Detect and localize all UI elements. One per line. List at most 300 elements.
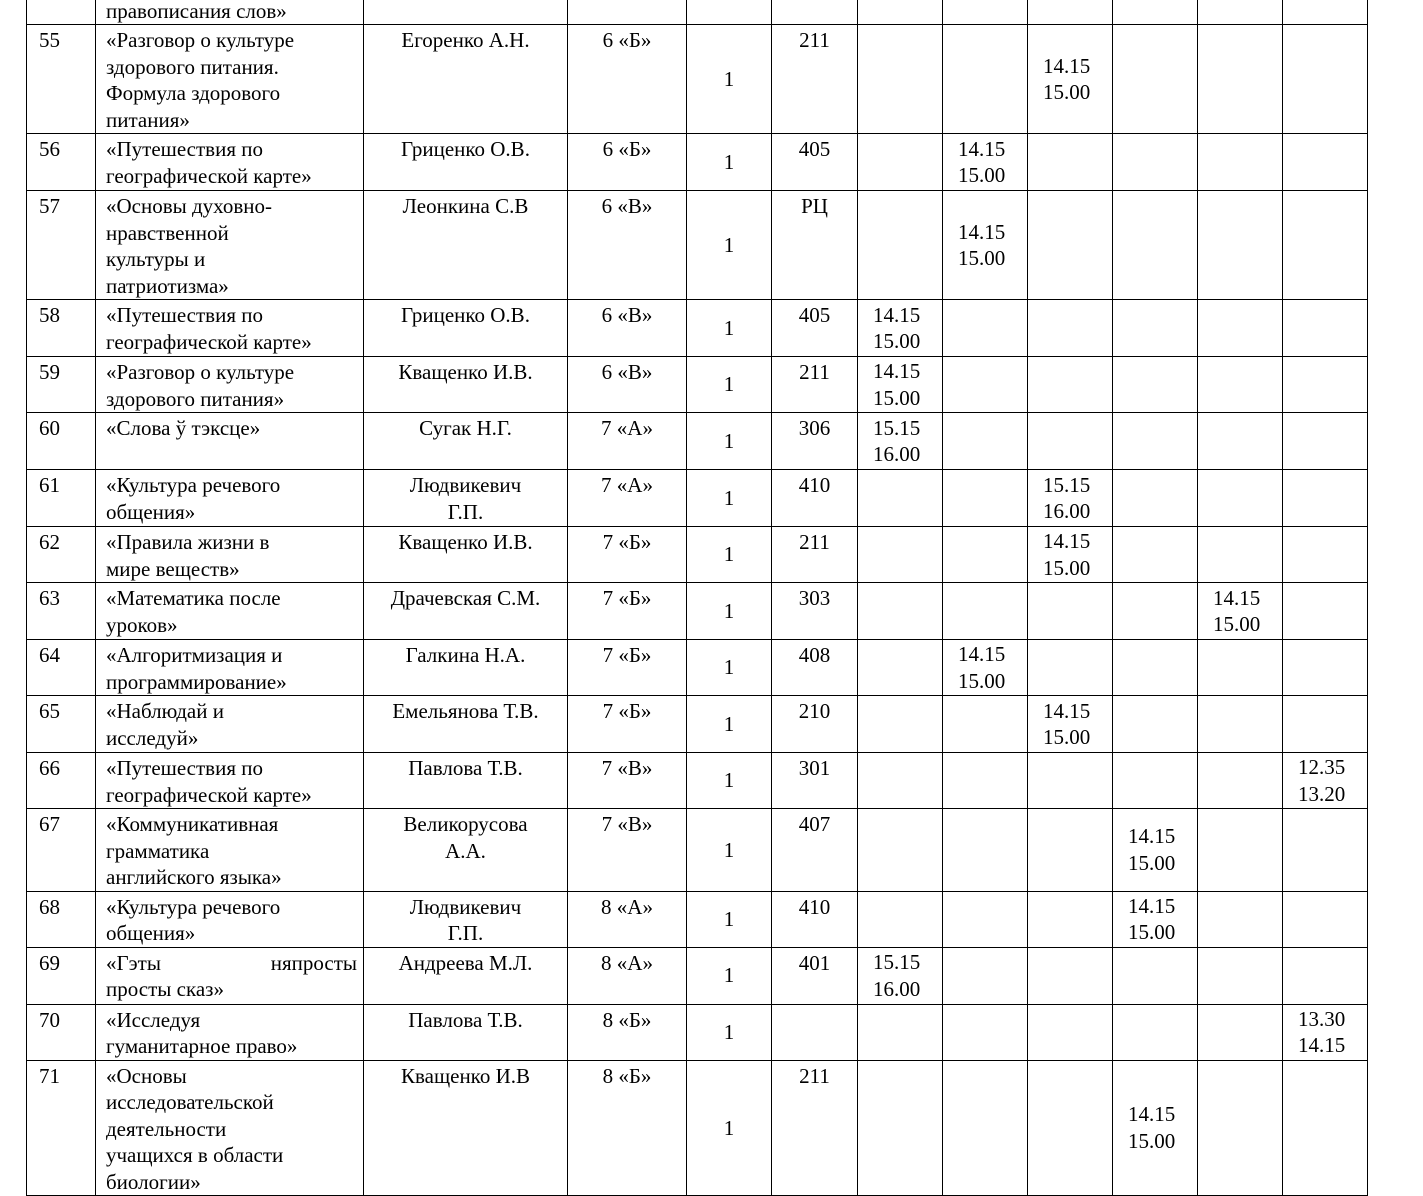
activity-name-line: Формула здорового [106, 81, 281, 105]
day-slot-5 [1198, 809, 1283, 892]
activity-name-line: «Путешествия по [106, 137, 263, 161]
day-slot-5 [1198, 25, 1283, 134]
day-slot-1 [858, 470, 943, 527]
day-slot-6 [1283, 191, 1368, 300]
activity-name-line: «Культура речевого [106, 473, 281, 497]
hours-count-text: 1 [723, 837, 735, 862]
time-slot [858, 413, 943, 470]
time-slot-line: 14.15 [1128, 1102, 1176, 1127]
teacher-name-line: Драчевская С.М. [390, 586, 541, 610]
activity-name-line: «Слова ў тэксце» [106, 416, 261, 440]
time-slot-line: 14.15 [1128, 893, 1176, 918]
activity-name [96, 1060, 364, 1196]
activity-name-line: общения» [106, 499, 196, 524]
row-number [27, 470, 96, 527]
teacher-name [364, 134, 568, 191]
hours-count [687, 891, 772, 947]
table-row [27, 25, 1368, 134]
day-slot-1 [858, 809, 943, 892]
teacher-name-line: Кващенко И.В. [398, 530, 533, 554]
activity-name-line: географической карте» [106, 163, 312, 188]
day-slot-5 [1198, 1060, 1283, 1196]
teacher-name [364, 640, 568, 696]
activity-name-line: «Основы [106, 1063, 187, 1088]
activity-name [96, 470, 364, 527]
row-number-text: 58 [39, 303, 60, 327]
day-slot-2 [943, 25, 1028, 134]
class-name [568, 891, 687, 947]
schedule-table [26, 0, 1368, 1196]
activity-name [96, 413, 364, 470]
class-name-text: 7 «А» [601, 416, 653, 440]
activity-name-fragment: правописания слов» [106, 0, 287, 23]
day-slot-6 [1283, 413, 1368, 470]
room-number-text: 211 [799, 530, 830, 554]
activity-name-line: питания» [106, 107, 190, 132]
day-slot-3 [1028, 947, 1113, 1004]
row-number-text: 66 [39, 756, 60, 780]
activity-name-line: грамматика [106, 838, 210, 863]
time-slot-line: 15.00 [1043, 80, 1091, 104]
time-slot-line: 14.15 [1213, 585, 1261, 610]
activity-name [96, 134, 364, 191]
row-number [27, 357, 96, 413]
row-number [27, 134, 96, 191]
teacher-name [364, 413, 568, 470]
row-number [27, 640, 96, 696]
class-name [568, 470, 687, 527]
table-row [27, 640, 1368, 696]
time-slot-line: 13.30 [1298, 1006, 1346, 1031]
room-number-text: 407 [798, 812, 831, 836]
time-slot-line: 15.00 [1128, 1128, 1176, 1153]
hours-count-text: 1 [723, 542, 735, 567]
day-slot-4 [1113, 134, 1198, 191]
day-slot-5 [1198, 470, 1283, 527]
activity-name [96, 527, 364, 583]
room-number [772, 640, 858, 696]
activity-name-word: «Гэты [106, 950, 161, 975]
class-name [568, 640, 687, 696]
time-slot [1028, 470, 1113, 527]
teacher-name-line: Г.П. [447, 921, 484, 945]
table-row [27, 134, 1368, 191]
activity-name-line: мире веществ» [106, 556, 240, 581]
activity-name [96, 25, 364, 134]
hours-count-text: 1 [723, 428, 735, 453]
time-slot [1283, 753, 1368, 809]
time-slot [1113, 1060, 1198, 1196]
teacher-name-line: Емельянова Т.В. [392, 699, 539, 723]
day-slot-3 [1028, 191, 1113, 300]
room-number [772, 134, 858, 191]
table-row [27, 357, 1368, 413]
row-number-text: 71 [39, 1063, 60, 1088]
activity-name-line: учащихся в области [106, 1143, 284, 1167]
class-name [568, 753, 687, 809]
day-slot-5 [1198, 640, 1283, 696]
day-slot-6 [1283, 527, 1368, 583]
class-name [568, 413, 687, 470]
day-slot-3 [1028, 1004, 1113, 1060]
hours-count-text: 1 [723, 906, 735, 931]
activity-name [96, 640, 364, 696]
time-slot-line: 16.00 [1043, 499, 1091, 523]
day-slot-1 [858, 1004, 943, 1060]
day-slot-2 [943, 413, 1028, 470]
activity-name-line: общения» [106, 921, 196, 945]
room-number-text: 405 [798, 303, 831, 327]
teacher-name [364, 357, 568, 413]
day-slot-6 [1283, 947, 1368, 1004]
table-row [27, 753, 1368, 809]
class-name-text: 7 «А» [601, 473, 653, 497]
activity-name-line: биологии» [106, 1169, 201, 1194]
activity-name-line: «Культура речевого [106, 894, 281, 919]
time-slot [1028, 25, 1113, 134]
teacher-name [364, 1004, 568, 1060]
activity-name-line: «Путешествия по [106, 303, 263, 327]
class-name [568, 300, 687, 357]
hours-count-text: 1 [723, 149, 735, 174]
row-number-text: 60 [39, 416, 60, 440]
row-number-text: 56 [39, 137, 60, 161]
row-number [27, 191, 96, 300]
room-number [772, 470, 858, 527]
teacher-name [364, 809, 568, 892]
activity-name-line: «Наблюдай и [106, 699, 224, 723]
room-number-text: 410 [798, 473, 831, 497]
class-name-text: 7 «Б» [602, 699, 652, 723]
day-slot-5 [1198, 696, 1283, 753]
day-slot-4 [1113, 1004, 1198, 1060]
hours-count [687, 583, 772, 640]
room-number-text: РЦ [801, 194, 828, 218]
day-slot-6 [1283, 891, 1368, 947]
teacher-name-line: Людвикевич [409, 894, 522, 919]
day-slot-5 [1198, 891, 1283, 947]
activity-name [96, 753, 364, 809]
day-slot-4 [1113, 300, 1198, 357]
day-slot-1 [858, 640, 943, 696]
hours-count-text: 1 [723, 485, 735, 510]
time-slot-line: 13.20 [1298, 781, 1346, 806]
table-row [27, 809, 1368, 892]
activity-name [96, 947, 364, 1004]
table-row [27, 413, 1368, 470]
row-number-text: 57 [39, 194, 60, 218]
class-name-text: 6 «Б» [602, 28, 652, 52]
class-name-text: 6 «В» [601, 360, 653, 384]
day-slot-3 [1028, 583, 1113, 640]
teacher-name-line: А.А. [445, 838, 486, 863]
day-slot-1 [858, 25, 943, 134]
table-row [27, 1004, 1368, 1060]
day-slot-1 [858, 696, 943, 753]
row-number-text: 70 [39, 1007, 60, 1032]
activity-name [96, 583, 364, 640]
day-slot-4 [1113, 696, 1198, 753]
day-slot-4 [1113, 753, 1198, 809]
hours-count [687, 470, 772, 527]
class-name-text: 8 «А» [601, 950, 653, 975]
day-slot-5 [1198, 357, 1283, 413]
activity-name-line: уроков» [106, 612, 178, 637]
teacher-name-line: Великорусова [403, 812, 528, 836]
row-number-text: 59 [39, 360, 60, 384]
activity-name-line: «Математика после [106, 586, 281, 610]
time-slot-line: 14.15 [1043, 698, 1091, 723]
room-number [772, 583, 858, 640]
activity-name-line: здорового питания» [106, 386, 285, 411]
day-slot-4 [1113, 640, 1198, 696]
time-slot-line: 15.00 [1043, 725, 1091, 749]
teacher-name-line: Кващенко И.В. [398, 360, 533, 384]
activity-name-line: «Путешествия по [106, 756, 263, 780]
time-slot [1113, 891, 1198, 947]
row-number [27, 947, 96, 1004]
activity-name-line: «Коммуникативная [106, 812, 279, 836]
class-name [568, 809, 687, 892]
hours-count-text: 1 [723, 1019, 735, 1044]
row-number-text: 63 [39, 586, 60, 610]
day-slot-5 [1198, 1004, 1283, 1060]
day-slot-6 [1283, 583, 1368, 640]
day-slot-5 [1198, 947, 1283, 1004]
hours-count-text: 1 [723, 1115, 735, 1140]
activity-name [96, 696, 364, 753]
hours-count [687, 300, 772, 357]
day-slot-5 [1198, 191, 1283, 300]
activity-name-line: просты сказ» [106, 977, 224, 1001]
table-row [27, 891, 1368, 947]
room-number-text: 211 [799, 360, 830, 384]
row-number-text: 61 [39, 473, 60, 497]
time-slot-line: 14.15 [1128, 824, 1176, 849]
hours-count [687, 527, 772, 583]
row-number-text: 62 [39, 530, 60, 554]
hours-count [687, 753, 772, 809]
hours-count-text: 1 [723, 768, 735, 793]
time-slot-line: 15.00 [873, 329, 921, 353]
time-slot-line: 14.15 [958, 219, 1006, 244]
row-number [27, 300, 96, 357]
activity-name-line: исследовательской [106, 1090, 274, 1114]
class-name-text: 8 «А» [601, 894, 653, 919]
room-number-text: 210 [798, 699, 831, 723]
activity-name-line: культуры и [106, 247, 206, 271]
time-slot-line: 15.00 [1128, 920, 1176, 944]
row-number [27, 583, 96, 640]
activity-name-line: «Исследуя [106, 1007, 201, 1032]
class-name [568, 1004, 687, 1060]
class-name [568, 191, 687, 300]
day-slot-6 [1283, 470, 1368, 527]
teacher-name-line: Кващенко И.В [400, 1063, 530, 1088]
day-slot-2 [943, 753, 1028, 809]
teacher-name [364, 527, 568, 583]
row-number [27, 413, 96, 470]
teacher-name [364, 583, 568, 640]
time-slot [943, 134, 1028, 191]
class-name [568, 947, 687, 1004]
row-number-text: 55 [39, 28, 60, 52]
room-number-text: 410 [798, 894, 831, 919]
row-number-text: 64 [39, 643, 60, 667]
day-slot-6 [1283, 357, 1368, 413]
teacher-name-line: Гриценко О.В. [401, 303, 530, 327]
hours-count-text: 1 [723, 963, 735, 988]
day-slot-1 [858, 527, 943, 583]
day-slot-3 [1028, 753, 1113, 809]
activity-name-line: английского языка» [106, 865, 282, 889]
time-slot [858, 300, 943, 357]
hours-count [687, 640, 772, 696]
row-number [27, 1004, 96, 1060]
activity-name-line: нравственной [106, 220, 229, 245]
hours-count-text: 1 [723, 655, 735, 680]
table-row [27, 696, 1368, 753]
class-name-text: 6 «В» [601, 194, 653, 218]
time-slot-line: 15.00 [873, 385, 921, 410]
day-slot-5 [1198, 300, 1283, 357]
teacher-name-line: Г.П. [447, 499, 484, 524]
teacher-name [364, 25, 568, 134]
day-slot-3 [1028, 891, 1113, 947]
row-number [27, 527, 96, 583]
table-row [27, 191, 1368, 300]
activity-name-line: географической карте» [106, 329, 312, 354]
hours-count-text: 1 [723, 372, 735, 397]
row-number-text: 65 [39, 699, 60, 723]
time-slot-line: 15.15 [1043, 472, 1091, 497]
time-slot-line: 14.15 [1298, 1033, 1346, 1057]
row-number [27, 696, 96, 753]
day-slot-2 [943, 527, 1028, 583]
hours-count-text: 1 [723, 66, 735, 91]
room-number [772, 696, 858, 753]
teacher-name-line: Сугак Н.Г. [419, 416, 512, 440]
teacher-name [364, 891, 568, 947]
day-slot-3 [1028, 1060, 1113, 1196]
class-name [568, 583, 687, 640]
time-slot-line: 16.00 [873, 442, 921, 466]
day-slot-6 [1283, 696, 1368, 753]
class-name [568, 134, 687, 191]
hours-count [687, 1060, 772, 1196]
day-slot-6 [1283, 640, 1368, 696]
table-row [27, 583, 1368, 640]
activity-name-line: исследуй» [106, 725, 199, 750]
activity-name-line: гуманитарное право» [106, 1034, 298, 1058]
day-slot-3 [1028, 809, 1113, 892]
class-name-text: 7 «Б» [602, 530, 652, 554]
activity-name-line: программирование» [106, 669, 287, 694]
room-number-text: 408 [798, 643, 831, 667]
teacher-name-line: Егоренко А.Н. [401, 28, 530, 52]
activity-name [96, 1004, 364, 1060]
room-number-text: 301 [798, 756, 831, 780]
hours-count [687, 25, 772, 134]
hours-count [687, 357, 772, 413]
activity-name-line [106, 950, 357, 977]
activity-name-line: «Алгоритмизация и [106, 643, 283, 667]
room-number-text: 306 [798, 416, 831, 440]
time-slot-line: 15.00 [1128, 850, 1176, 875]
hours-count [687, 134, 772, 191]
time-slot-line: 14.15 [873, 359, 921, 383]
row-number [27, 753, 96, 809]
row-number [27, 25, 96, 134]
day-slot-2 [943, 583, 1028, 640]
teacher-name [364, 191, 568, 300]
teacher-name [364, 1060, 568, 1196]
class-name-text: 7 «Б» [602, 586, 652, 610]
day-slot-2 [943, 1004, 1028, 1060]
hours-count [687, 696, 772, 753]
row-number-text: 68 [39, 894, 60, 919]
time-slot-line: 15.15 [873, 950, 921, 974]
day-slot-1 [858, 134, 943, 191]
day-slot-6 [1283, 134, 1368, 191]
activity-name [96, 191, 364, 300]
teacher-name-line: Галкина Н.А. [405, 643, 526, 667]
day-slot-2 [943, 809, 1028, 892]
row-number [27, 809, 96, 892]
row-number-text: 69 [39, 950, 60, 975]
time-slot-line: 14.15 [1043, 53, 1091, 78]
table-row [27, 470, 1368, 527]
room-number-text: 211 [799, 1063, 830, 1088]
hours-count-text: 1 [723, 315, 735, 340]
day-slot-4 [1113, 527, 1198, 583]
activity-name-line: патриотизма» [106, 273, 229, 298]
time-slot-line: 15.00 [1213, 612, 1261, 636]
day-slot-3 [1028, 640, 1113, 696]
teacher-name [364, 947, 568, 1004]
activity-name-line: «Разговор о культуре [106, 360, 295, 384]
day-slot-6 [1283, 1060, 1368, 1196]
room-number [772, 1004, 858, 1060]
time-slot [943, 640, 1028, 696]
time-slot [1283, 1004, 1368, 1060]
day-slot-4 [1113, 25, 1198, 134]
hours-count [687, 947, 772, 1004]
room-number [772, 527, 858, 583]
day-slot-1 [858, 891, 943, 947]
activity-name-line: географической карте» [106, 782, 312, 807]
activity-name-line: деятельности [106, 1116, 227, 1141]
room-number [772, 1060, 858, 1196]
class-name-text: 8 «Б» [602, 1007, 652, 1032]
day-slot-4 [1113, 947, 1198, 1004]
day-slot-4 [1113, 470, 1198, 527]
class-name [568, 25, 687, 134]
class-name [568, 527, 687, 583]
time-slot-line: 14.15 [873, 302, 921, 327]
day-slot-5 [1198, 413, 1283, 470]
time-slot [1113, 809, 1198, 892]
day-slot-5 [1198, 753, 1283, 809]
teacher-name [364, 753, 568, 809]
day-slot-1 [858, 753, 943, 809]
teacher-name-line: Павлова Т.В. [408, 1007, 523, 1032]
day-slot-3 [1028, 413, 1113, 470]
day-slot-4 [1113, 413, 1198, 470]
day-slot-3 [1028, 300, 1113, 357]
time-slot-line: 15.15 [873, 415, 921, 440]
day-slot-1 [858, 191, 943, 300]
